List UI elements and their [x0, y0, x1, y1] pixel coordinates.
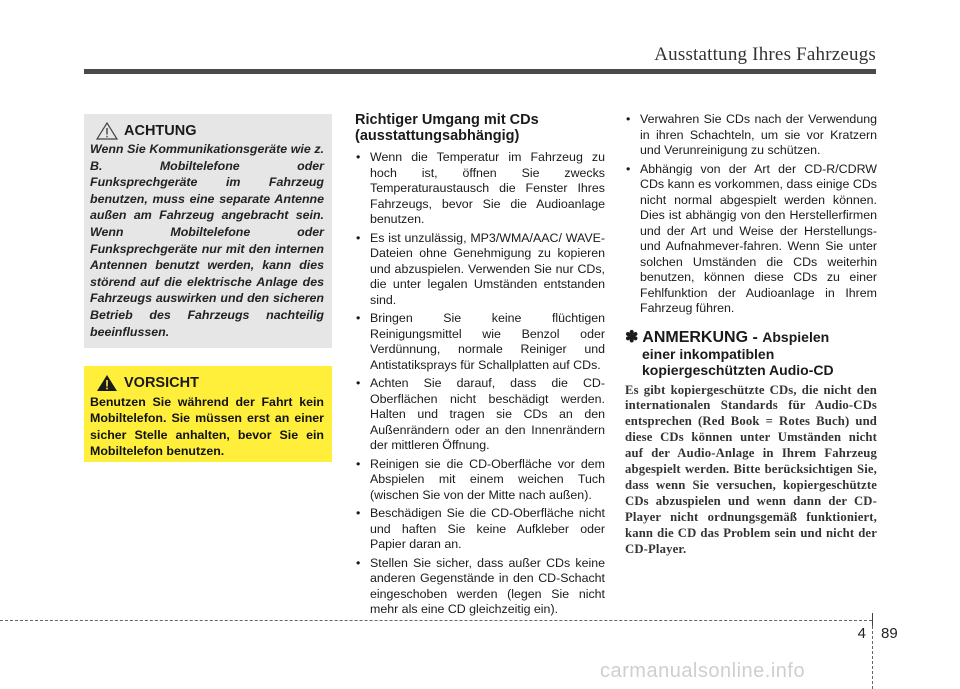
- cd-handling-section: [355, 112, 605, 621]
- chapter-number: 4: [857, 625, 866, 642]
- list-item: • Wenn die Temperatur im Fahrzeug zu hoch ist, öffnen Sie zwecks Temperaturaustausch die Fenster Ihres Fahrzeugs, bevor Sie die Audioanlage benutzen.: [355, 150, 605, 228]
- list-item: • Beschädigen Sie die CD-Oberfläche nicht und haften Sie keine Aufkleber oder Papier daran an.: [355, 506, 605, 553]
- running-header-title: Ausstattung Ihres Fahrzeugs: [654, 44, 876, 65]
- anmerkung-label: ANMERKUNG -: [642, 328, 758, 346]
- anmerkung-note: [625, 329, 877, 558]
- anmerkung-subtitle-1: Abspielen: [762, 328, 830, 345]
- list-item: • Es ist unzulässig, MP3/WMA/AAC/ WAVE-Dateien ohne Genehmigung zu kopieren und abzuspielen. Verwenden Sie nur CDs, die unter legalen Umständen entstanden sind.: [355, 231, 605, 309]
- anmerkung-heading: [625, 329, 877, 346]
- right-column: [625, 112, 877, 557]
- footer-vertical-rule: [872, 626, 873, 689]
- anmerkung-subtitle-3: kopiergeschützten Audio-CD: [642, 361, 834, 378]
- watermark: carmanualsonline.info: [600, 660, 806, 682]
- page-number: 89: [881, 625, 898, 642]
- cd-bullet-list-continued: [625, 112, 877, 317]
- achtung-text: Wenn Sie Kommunikationsgeräte wie z. B. Mobiltelefone oder Funksprechgeräte im Fahrzeug benutzen, muss eine separate Antenne außen am Fahrzeug angebracht sein. Wenn Mobiltelefone oder Funksprechgeräte nur mit den internen Antennen benutzt werden, kann dies störend auf die elektrische Anlage des Fahrzeugs auswirken und den sicheren Betrieb des Fahrzeugs nachteilig beeinflussen.: [90, 142, 324, 339]
- list-item: • Abhängig von der Art der CD-R/CDRW CDs kann es vorkommen, dass einige CDs nicht normal abgespielt werden können. Dies ist abhängig von den Herstellerfirmen und der Art und Weise der Herstellungs- und Aufnahmever-fahren. Wenn Sie unter solchen Umständen die CDs weiterhin benutzen, können diese CDs zu einer Fehlfunktion der Audioanlage in Ihrem Fahrzeug führen.: [625, 162, 877, 317]
- header-rule: [84, 69, 876, 74]
- cd-bullet-list: [355, 150, 605, 618]
- warning-outline-icon: [96, 122, 118, 140]
- list-item: • Reinigen sie die CD-Oberfläche vor dem Abspielen mit einem weichen Tuch (wischen Sie von der Mitte nach außen).: [355, 457, 605, 504]
- list-item: • Stellen Sie sicher, dass außer CDs keine anderen Gegenstände in den CD-Schacht eingeschoben werden (legen Sie nicht mehr als eine CD gleichzeitig ein).: [355, 556, 605, 618]
- list-item: • Verwahren Sie CDs nach der Verwendung in ihren Schachteln, um sie vor Kratzern und Verunreinigung zu schützen.: [625, 112, 877, 159]
- list-item: • Achten Sie darauf, dass die CD-Oberflächen nicht beschädigt werden. Halten und tragen sie CDs an den Außenrändern oder an den Innenrändern der mittleren Öffnung.: [355, 376, 605, 454]
- vorsicht-text: Benutzen Sie während der Fahrt kein Mobiltelefon. Sie müssen erst an einer sicher Stelle anhalten, bevor Sie ein Mobiltelefon benutzen.: [90, 395, 324, 458]
- warning-filled-icon: [96, 374, 118, 392]
- asterisk-icon: ✽: [625, 328, 639, 346]
- footer-rule: [0, 620, 872, 621]
- vorsicht-title-text: VORSICHT: [124, 375, 199, 391]
- achtung-box: [84, 114, 332, 348]
- vorsicht-title: [96, 374, 324, 392]
- section-title: Richtiger Umgang mit CDs (ausstattungsabhängig): [355, 112, 539, 144]
- list-item: • Bringen Sie keine flüchtigen Reinigungsmittel wie Benzol oder Verdünnung, normale Reiniger und Antistatiksprays für Schallplatten auf CDs.: [355, 311, 605, 373]
- achtung-title-text: ACHTUNG: [124, 123, 197, 139]
- vorsicht-box: [84, 366, 332, 462]
- anmerkung-text: Es gibt kopiergeschützte CDs, die nicht den internationalen Standards für Audio-CDs entsprechen (Red Book = Rotes Buch) und diese CDs können unter Umständen nicht auf der Audio-Anlage in Ihrem Fahrzeug abgespielt werden. Bitte berücksichtigen Sie, dass wenn Sie versuchen, kopiergeschützte CDs abzuspielen und wenn dann der CD-Player nicht ordnungsgemäß funktioniert, kann die CD das Problem sein und nicht der CD-Player.: [625, 382, 877, 556]
- achtung-title: [96, 122, 324, 140]
- anmerkung-subtitle-2: einer inkompatiblen: [642, 345, 775, 362]
- footer-tick: [872, 613, 873, 627]
